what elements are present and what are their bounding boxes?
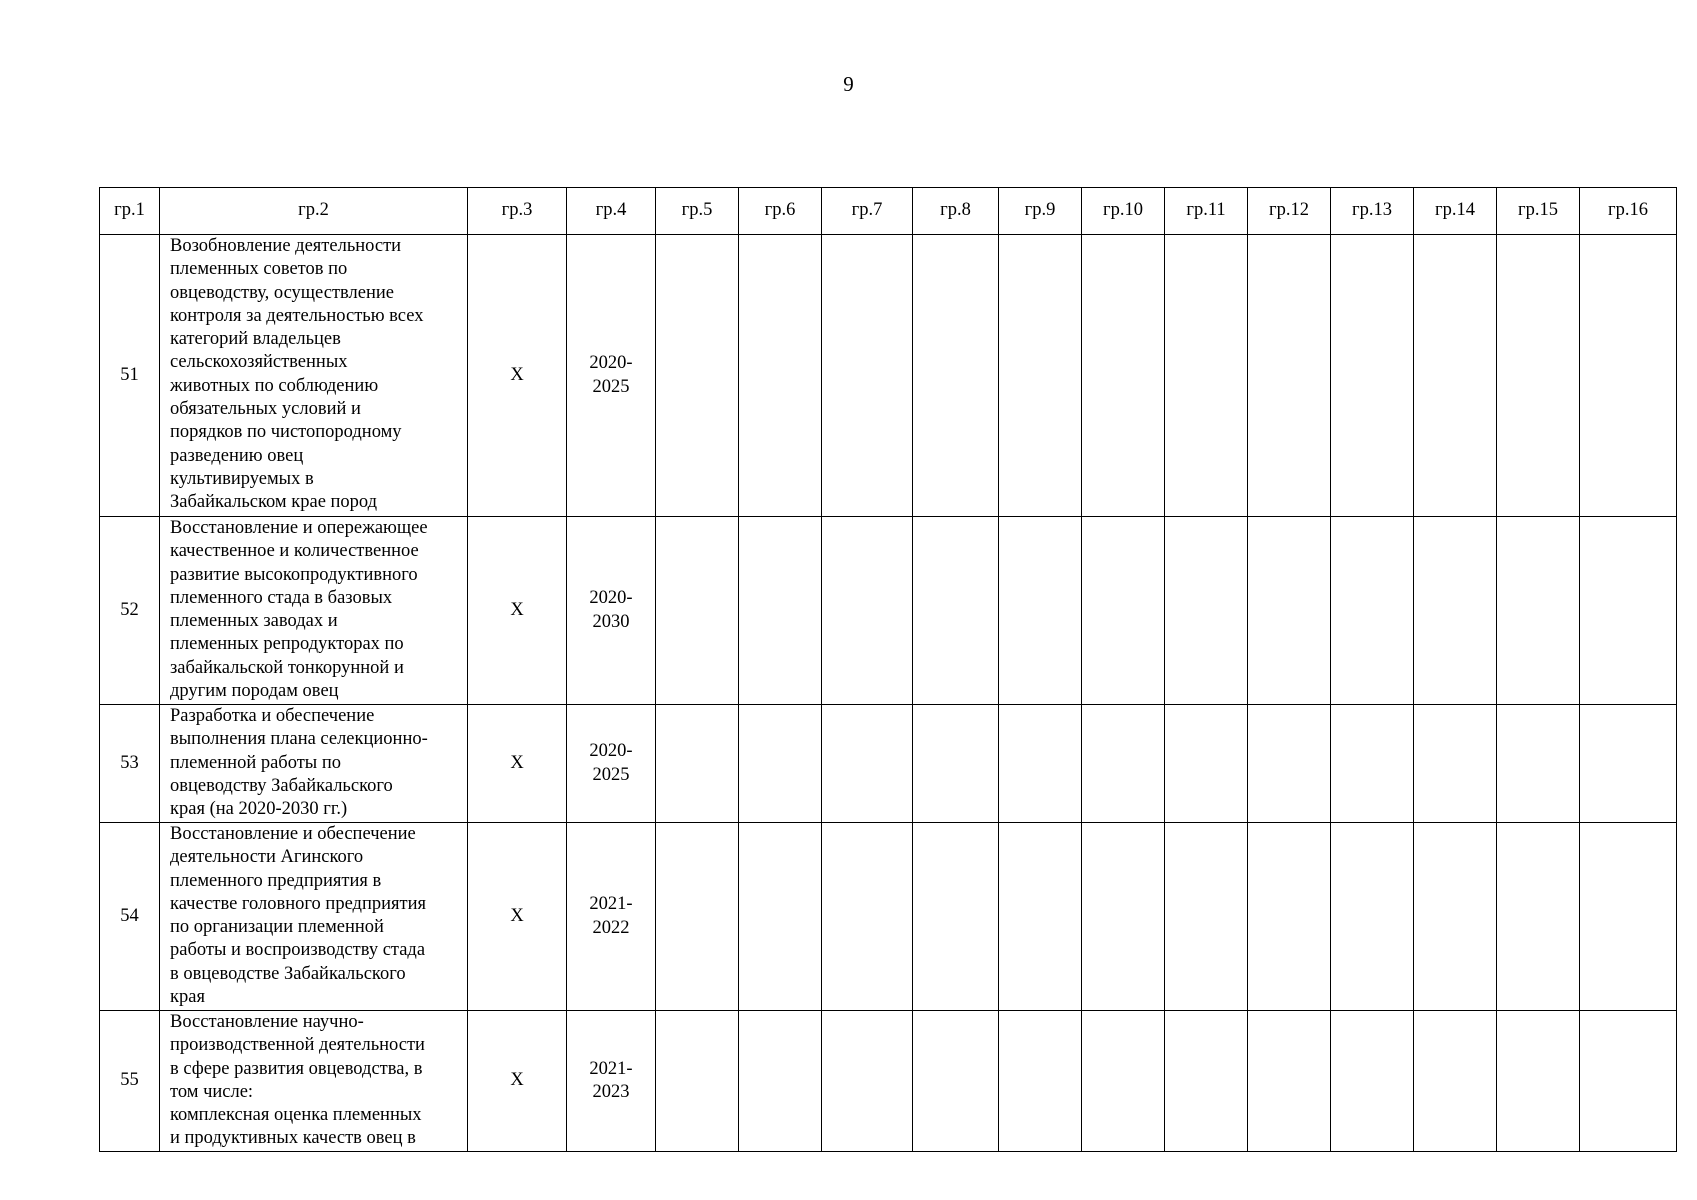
empty-cell	[1497, 235, 1580, 517]
empty-cell	[999, 705, 1082, 823]
table-row	[100, 517, 1677, 705]
header-cell: гр.1	[100, 188, 160, 235]
empty-cell	[1082, 1011, 1165, 1152]
row-period	[567, 1011, 656, 1152]
table-row	[100, 235, 1677, 517]
empty-cell	[656, 235, 739, 517]
row-period	[567, 823, 656, 1011]
row-description-text: Возобновление деятельности племенных советов по овцеводству, осуществление контроля за деятельностью всех категорий владельцев сельскохозяйственных животных по соблюдению обязательных условий и порядков по чистопородному разведению овец культивируемых в Забайкальском крае пород	[170, 236, 424, 513]
header-cell: гр.2	[160, 188, 468, 235]
empty-cell	[1331, 1011, 1414, 1152]
header-cell: гр.3	[468, 188, 567, 235]
empty-cell	[1165, 1011, 1248, 1152]
row-period-text: 2021- 2023	[589, 1058, 633, 1102]
header-cell: гр.15	[1497, 188, 1580, 235]
empty-cell	[656, 705, 739, 823]
empty-cell	[739, 517, 822, 705]
row-number: 55	[100, 1011, 160, 1152]
empty-cell	[1248, 1011, 1331, 1152]
header-cell: гр.10	[1082, 188, 1165, 235]
header-cell: гр.7	[822, 188, 913, 235]
empty-cell	[656, 517, 739, 705]
header-cell: гр.16	[1580, 188, 1677, 235]
row-description	[160, 1011, 468, 1152]
empty-cell	[913, 1011, 999, 1152]
empty-cell	[1165, 823, 1248, 1011]
empty-cell	[913, 235, 999, 517]
empty-cell	[1580, 823, 1677, 1011]
row-description-text: Восстановление и обеспечение деятельности Агинского племенного предприятия в качестве головного предприятия по организации племенной работы и воспроизводству стада в овцеводстве Забайкальского края	[170, 824, 427, 1008]
row-description	[160, 235, 468, 517]
row-mark: Х	[468, 705, 567, 823]
empty-cell	[1580, 705, 1677, 823]
row-description	[160, 705, 468, 823]
empty-cell	[739, 705, 822, 823]
row-number: 54	[100, 823, 160, 1011]
empty-cell	[1165, 705, 1248, 823]
row-period-text: 2020- 2025	[589, 353, 633, 397]
empty-cell	[1248, 823, 1331, 1011]
empty-cell	[1248, 517, 1331, 705]
empty-cell	[1331, 517, 1414, 705]
header-cell: гр.9	[999, 188, 1082, 235]
empty-cell	[999, 235, 1082, 517]
empty-cell	[1082, 517, 1165, 705]
row-period-text: 2021- 2022	[589, 894, 633, 938]
empty-cell	[1580, 517, 1677, 705]
empty-cell	[1165, 235, 1248, 517]
empty-cell	[656, 1011, 739, 1152]
row-mark: Х	[468, 823, 567, 1011]
empty-cell	[999, 517, 1082, 705]
empty-cell	[1331, 823, 1414, 1011]
row-number: 53	[100, 705, 160, 823]
row-number: 52	[100, 517, 160, 705]
empty-cell	[1580, 1011, 1677, 1152]
empty-cell	[1331, 235, 1414, 517]
empty-cell	[1082, 705, 1165, 823]
row-mark: Х	[468, 517, 567, 705]
row-description-text: Восстановление и опережающее качественное и количественное развитие высокопродуктивного племенного стада в базовых племенных заводах и племенных репродукторах по забайкальской тонкорунной и другим породам овец	[170, 518, 428, 702]
empty-cell	[739, 235, 822, 517]
empty-cell	[656, 823, 739, 1011]
empty-cell	[822, 823, 913, 1011]
row-mark: Х	[468, 235, 567, 517]
header-cell: гр.5	[656, 188, 739, 235]
empty-cell	[999, 1011, 1082, 1152]
empty-cell	[1414, 1011, 1497, 1152]
empty-cell	[1082, 235, 1165, 517]
row-period	[567, 517, 656, 705]
empty-cell	[739, 1011, 822, 1152]
header-cell: гр.6	[739, 188, 822, 235]
empty-cell	[1580, 235, 1677, 517]
row-description	[160, 517, 468, 705]
empty-cell	[822, 1011, 913, 1152]
empty-cell	[822, 235, 913, 517]
empty-cell	[1497, 705, 1580, 823]
row-period-text: 2020- 2030	[589, 588, 633, 632]
empty-cell	[822, 517, 913, 705]
row-period-text: 2020- 2025	[589, 741, 633, 785]
table-row	[100, 1011, 1677, 1152]
empty-cell	[1082, 823, 1165, 1011]
header-cell: гр.11	[1165, 188, 1248, 235]
empty-cell	[1414, 517, 1497, 705]
empty-cell	[822, 705, 913, 823]
header-cell: гр.14	[1414, 188, 1497, 235]
page-number: 9	[843, 72, 854, 96]
empty-cell	[1497, 1011, 1580, 1152]
empty-cell	[999, 823, 1082, 1011]
row-period	[567, 235, 656, 517]
row-number: 51	[100, 235, 160, 517]
header-cell: гр.12	[1248, 188, 1331, 235]
table-row	[100, 705, 1677, 823]
empty-cell	[1165, 517, 1248, 705]
empty-cell	[739, 823, 822, 1011]
table-row	[100, 823, 1677, 1011]
empty-cell	[913, 517, 999, 705]
header-cell: гр.8	[913, 188, 999, 235]
empty-cell	[913, 823, 999, 1011]
empty-cell	[1497, 517, 1580, 705]
empty-cell	[1414, 705, 1497, 823]
empty-cell	[1248, 705, 1331, 823]
data-table	[99, 187, 1677, 1152]
header-cell: гр.4	[567, 188, 656, 235]
empty-cell	[1331, 705, 1414, 823]
header-row	[100, 188, 1677, 235]
empty-cell	[1414, 823, 1497, 1011]
row-description-text: Разработка и обеспечение выполнения плана селекционно- племенной работы по овцеводству Забайкальского края (на 2020-2030 гг.)	[170, 706, 428, 820]
empty-cell	[1497, 823, 1580, 1011]
row-description	[160, 823, 468, 1011]
empty-cell	[913, 705, 999, 823]
row-period	[567, 705, 656, 823]
header-cell: гр.13	[1331, 188, 1414, 235]
row-mark: Х	[468, 1011, 567, 1152]
empty-cell	[1414, 235, 1497, 517]
empty-cell	[1248, 235, 1331, 517]
row-description-text: Восстановление научно- производственной деятельности в сфере развития овцеводства, в том числе: комплексная оценка племенных и продуктивных качеств овец в	[170, 1012, 425, 1149]
